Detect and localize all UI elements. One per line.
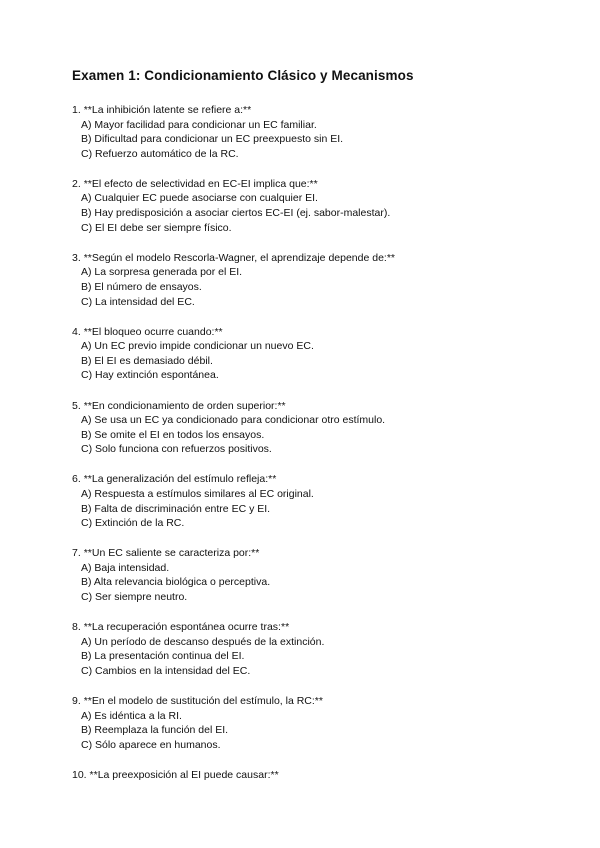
answer-option: A) Mayor facilidad para condicionar un EC familiar. <box>81 118 317 131</box>
question-9 <box>72 694 572 752</box>
question-text: **La inhibición latente se refiere a:** <box>83 104 252 116</box>
question-text-line <box>72 694 572 709</box>
question-text: **La generalización del estímulo refleja:** <box>83 473 277 486</box>
answer-option: C) Solo funciona con refuerzos positivos. <box>81 443 272 456</box>
answer-option: A) Se usa un EC ya condicionado para condicionar otro estímulo. <box>81 414 386 427</box>
question-number: 7. <box>72 547 81 560</box>
question-text-line <box>72 620 572 635</box>
answer-option: C) Ser siempre neutro. <box>81 591 188 604</box>
answer-option: A) La sorpresa generada por el EI. <box>81 266 243 279</box>
answer-option: A) Cualquier EC puede asociarse con cualquier EI. <box>81 192 318 205</box>
question-number: 6. <box>72 473 81 486</box>
answer-option: A) Respuesta a estímulos similares al EC original. <box>81 487 314 500</box>
question-number: 8. <box>72 621 81 634</box>
question-text-line <box>72 472 572 487</box>
answer-option: C) Cambios en la intensidad del EC. <box>81 664 251 677</box>
question-text: **Un EC saliente se caracteriza por:** <box>83 547 260 560</box>
question-text: **El bloqueo ocurre cuando:** <box>83 325 223 338</box>
question-7 <box>72 546 572 604</box>
answer-option: C) Hay extinción espontánea. <box>81 369 219 382</box>
question-text: **El efecto de selectividad en EC-EI implica que:** <box>83 177 318 190</box>
question-number: 9. <box>72 695 81 707</box>
question-text-line <box>72 399 572 414</box>
answer-option: A) Un EC previo impide condicionar un nuevo EC. <box>81 340 314 353</box>
question-text-line <box>72 177 572 192</box>
answer-option: B) Alta relevancia biológica o perceptiva. <box>81 576 271 589</box>
question-list <box>72 103 572 798</box>
answer-option: C) Extinción de la RC. <box>81 517 185 530</box>
question-text-line <box>72 103 572 118</box>
answer-option: C) Sólo aparece en humanos. <box>81 738 221 751</box>
question-text: **En condicionamiento de orden superior:** <box>83 399 286 412</box>
question-8 <box>72 620 572 678</box>
answer-option: B) El EI es demasiado débil. <box>81 354 213 367</box>
answer-option: B) Falta de discriminación entre EC y EI. <box>81 502 271 515</box>
question-4 <box>72 325 572 383</box>
answer-option: A) Baja intensidad. <box>81 561 170 574</box>
answer-option: B) Reemplaza la función del EI. <box>81 724 229 737</box>
question-1 <box>72 103 572 161</box>
answer-option: B) Se omite el EI en todos los ensayos. <box>81 428 265 441</box>
question-text: **La recuperación espontánea ocurre tras:** <box>83 621 290 634</box>
question-2 <box>72 177 572 235</box>
answer-option: C) El EI debe ser siempre físico. <box>81 221 232 234</box>
answer-option: B) Hay predisposición a asociar ciertos EC-EI (ej. sabor-malestar). <box>81 207 391 220</box>
answer-option: B) Dificultad para condicionar un EC preexpuesto sin EI. <box>81 133 344 146</box>
question-number: 5. <box>72 399 81 412</box>
question-10 <box>72 768 572 783</box>
answer-option: B) El número de ensayos. <box>81 280 202 293</box>
answer-option: C) La intensidad del EC. <box>81 295 195 308</box>
answer-option: A) Es idéntica a la RI. <box>81 709 182 722</box>
question-text: **Según el modelo Rescorla-Wagner, el aprendizaje depende de:** <box>83 251 396 264</box>
question-number: 1. <box>72 104 81 116</box>
question-number: 4. <box>72 325 81 338</box>
answer-option: B) La presentación continua del EI. <box>81 650 245 663</box>
question-3 <box>72 251 572 309</box>
question-text: **La preexposición al EI puede causar:** <box>89 768 279 781</box>
question-number: 2. <box>72 177 81 190</box>
answer-option: C) Refuerzo automático de la RC. <box>81 147 239 160</box>
question-text-line <box>72 768 572 783</box>
question-6 <box>72 472 572 530</box>
question-5 <box>72 399 572 457</box>
question-number: 3. <box>72 251 81 264</box>
question-text-line <box>72 546 572 561</box>
question-text-line <box>72 325 572 340</box>
answer-option: A) Un período de descanso después de la extinción. <box>81 635 325 648</box>
question-text: **En el modelo de sustitución del estímulo, la RC:** <box>83 695 323 707</box>
document-title: Examen 1: Condicionamiento Clásico y Mecanismos <box>72 68 414 83</box>
question-text-line <box>72 251 572 266</box>
question-number: 10. <box>72 768 87 781</box>
